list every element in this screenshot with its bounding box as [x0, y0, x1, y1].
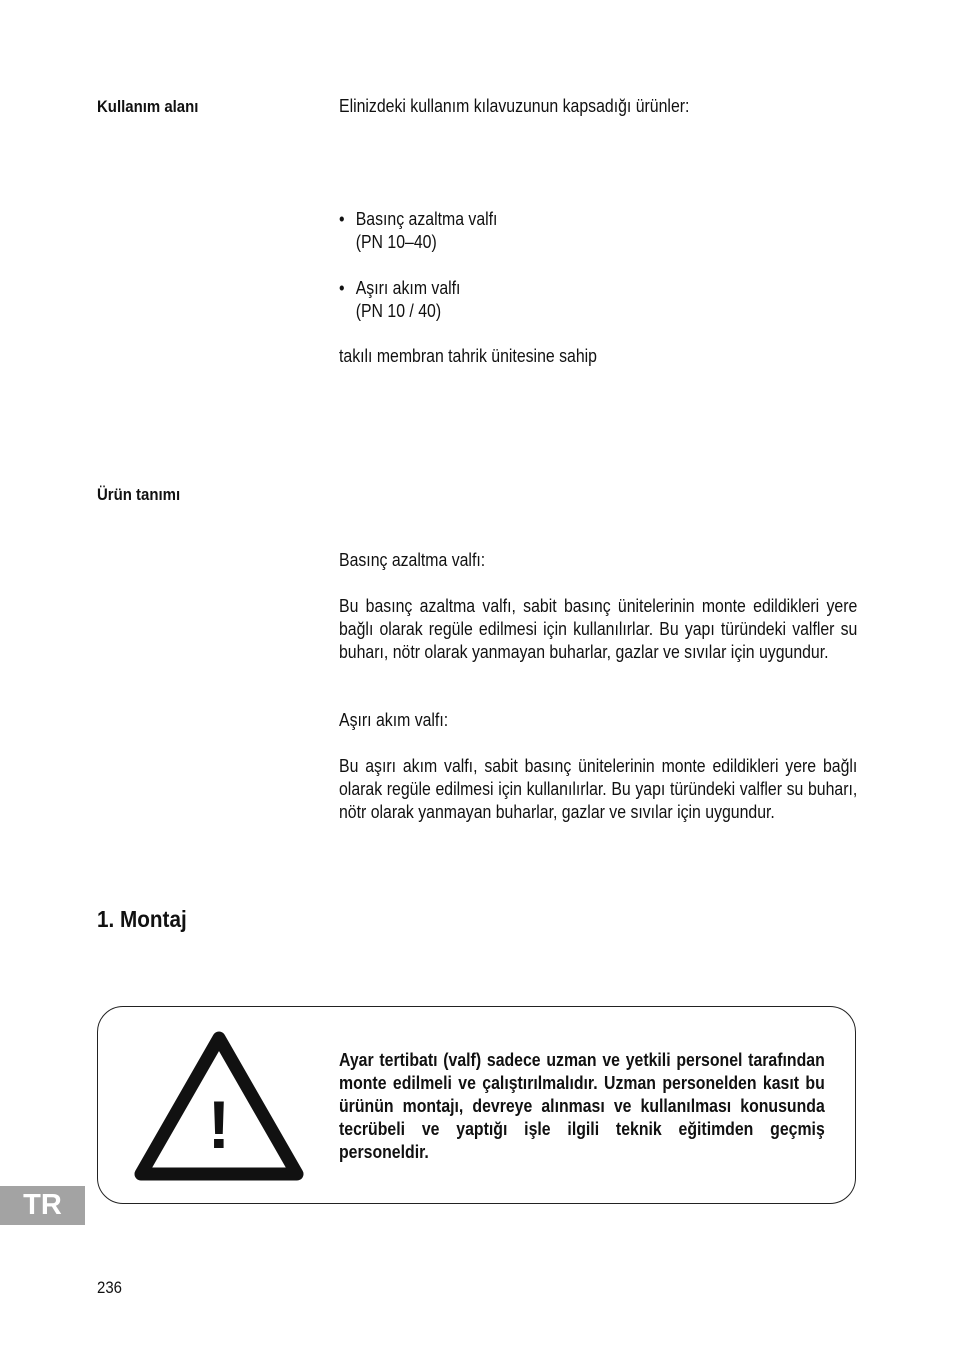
product-section-label: Ürün tanımı [97, 485, 181, 504]
pressure-reducing-valve-title: Basınç azaltma valfı: [339, 550, 486, 570]
warning-exclamation: ! [207, 1087, 231, 1163]
overflow-valve-title: Aşırı akım valfı: [339, 710, 449, 730]
usage-intro: Elinizdeki kullanım kılavuzunun kapsadığı ürünler: [339, 96, 690, 116]
product-sub2-text-wrap [339, 755, 857, 824]
overflow-valve-description: Bu aşırı akım valfı, sabit basınç ünitelerinin monte edildikleri yere bağlı olarak regüle edilmesi için kullanılırlar. Bu yapı türündeki valfler su buharı, nötr olarak yanmayan buharlar, gazlar ve sıvılar için uygundur. [339, 756, 858, 822]
usage-item-2-pressure: (PN 10 / 40) [355, 301, 442, 321]
page-number: 236 [97, 1278, 122, 1297]
warning-text: Ayar tertibatı (valf) sadece uzman ve yetkili personel tarafından monte edilmeli ve çalıştırılmalıdır. Uzman personelden kasıt bu ürünün montajı, devreye alınması ve kullanılması konusunda tecrübeli ve yaptığı işle ilgili teknik eğitimden geçmiş personeldir. [339, 1050, 825, 1162]
pressure-reducing-valve-description: Bu basınç azaltma valfı, sabit basınç ünitelerinin monte edildikleri yere bağlı olarak regüle edilmesi için kullanılırlar. Bu yapı türündeki valfler su buharı, nötr olarak yanmayan buharlar, gazlar ve sıvılar için uygundur. [339, 596, 858, 662]
bullet-icon: • [339, 209, 345, 229]
product-sub1-title-wrap [339, 549, 857, 572]
product-sub2-title-wrap [339, 709, 857, 732]
usage-outro: takılı membran tahrik ünitesine sahip [339, 346, 597, 366]
usage-item-2 [339, 277, 857, 323]
warning-triangle-icon [133, 1030, 305, 1182]
usage-item-1 [339, 208, 857, 254]
usage-item-2-name: Aşırı akım valfı [355, 278, 461, 298]
bullet-icon: • [339, 278, 345, 298]
usage-outro-wrap [339, 345, 857, 368]
product-sub1-text-wrap [339, 595, 857, 664]
usage-item-1-pressure: (PN 10–40) [355, 232, 437, 252]
usage-section-label: Kullanım alanı [97, 97, 199, 116]
montage-heading: 1. Montaj [97, 906, 187, 932]
language-tab: TR [0, 1186, 85, 1225]
usage-section [339, 95, 857, 118]
usage-item-1-name: Basınç azaltma valfı [355, 209, 498, 229]
